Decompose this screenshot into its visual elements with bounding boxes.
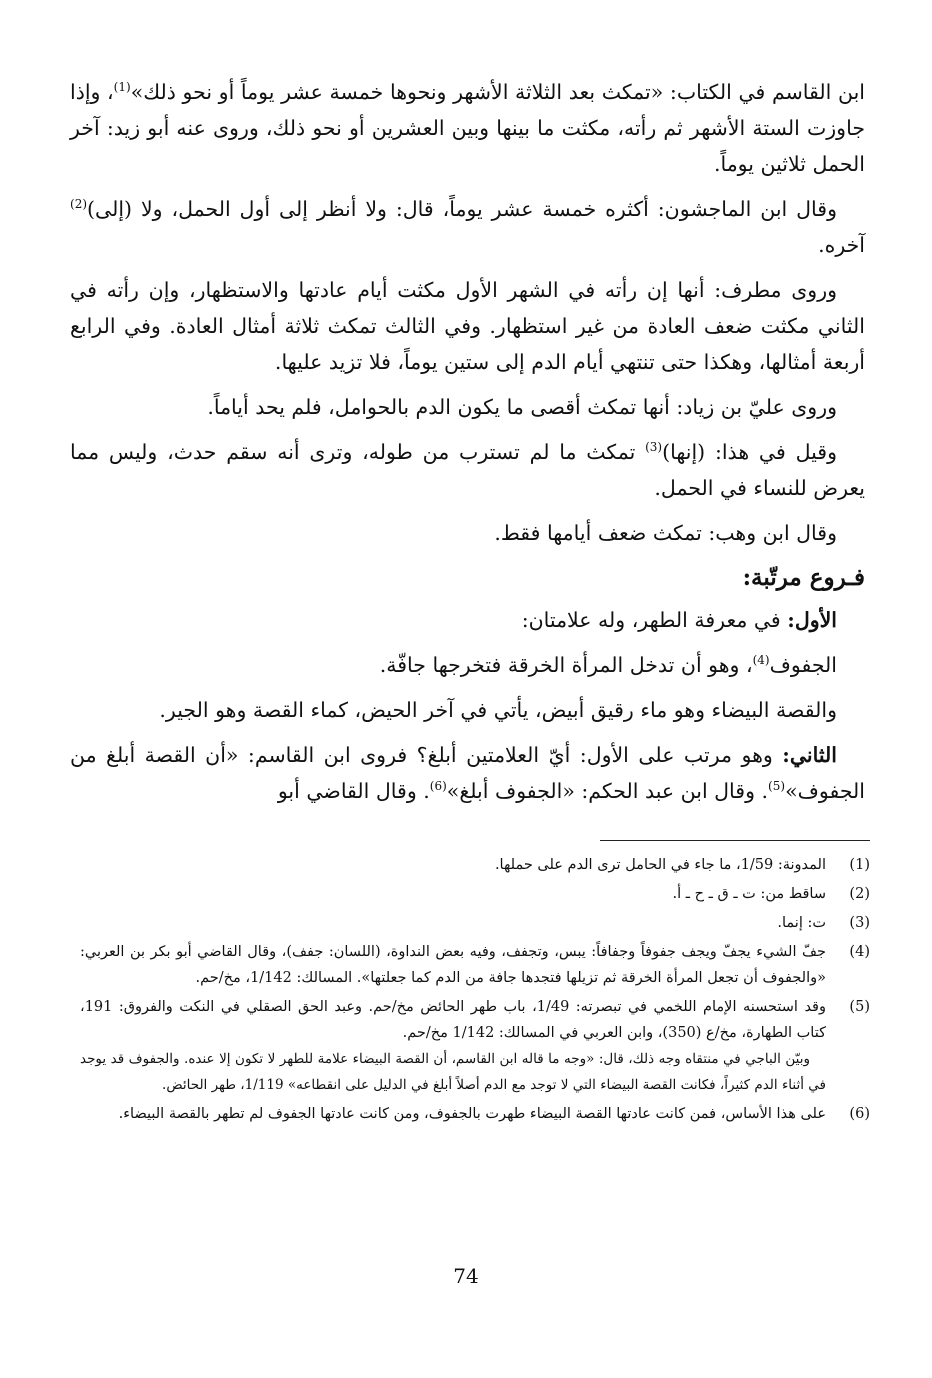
footnote-5-continuation: وبيّن الباجي في منتقاه وجه ذلك، قال: «وجه ما قاله ابن القاسم، أن القصة البيضاء علامة للطهر لا تكون إلا عنده. والجفوف قد يوجد في أثناء الدم كثيراً، فكانت القصة البيضاء التي لا توجد مع الدم أصلاً أبلغ في الدليل على انقطاعه» 1/119، طهر الحائض. [80,1051,826,1093]
footnote-ref-5[interactable]: (5) [768,779,786,794]
footnote-2: (2) ساقط من: ت ـ ق ـ ح ـ أ. [672,886,870,902]
paragraph-1: ابن القاسم في الكتاب: «تمكث بعد الثلاثة الأشهر ونحوها خمسة عشر يوماً أو نحو ذلك»$^{(1)}$، وإذا جاوزت الستة الأشهر ثم رأته، مكثت ما بينها وبين العشرين أو نحو ذلك، وروى عنه أبو زيد: آخر الحمل ثلاثين يوماً. [70,80,865,176]
paragraph-7: الأول: في معرفة الطهر، وله علامتان: [521,608,837,632]
section-heading: فـروع مرتّبة: [742,564,865,591]
footnotes [80,852,870,1130]
paragraph-9: والقصة البيضاء وهو ماء رقيق أبيض، يأتي في آخر الحيض، كماء القصة وهو الجير. [159,698,837,722]
paragraph-2: وقال ابن الماجشون: أكثره خمسة عشر يوماً، قال: ولا أنظر إلى أول الحمل، ولا (إلى)$^{(2)}$ آخره. [70,197,865,257]
footnote-ref-3[interactable]: (3) [645,440,663,455]
page-number: 74 [453,1264,479,1288]
footnote-ref-4[interactable]: (4) [752,653,770,668]
footnote-ref-2[interactable]: (2) [70,197,88,212]
footnote-ref-6[interactable]: (6) [429,779,447,794]
footnote-6: (6) على هذا الأساس، فمن كانت عادتها القصة البيضاء طهرت بالجفوف، ومن كانت عادتها الجفوف لم تطهر بالقصة البيضاء. [118,1106,870,1122]
paragraph-8: الجفوف$^{(4)}$، وهو أن تدخل المرأة الخرقة فتخرجها جافّة. [379,653,837,677]
footnote-4: (4) جفّ الشيء يجفّ ويجف جفوفاً وجفافاً: يبس، وتجفف، وفيه بعض النداوة، (اللسان: جفف)، وقال القاضي أبو بكر بن العربي: «والجفوف أن تجعل المرأة الخرقة ثم تزيلها فتجدها جافة من الدم كما جعلتها». المسالك: 1/142، مخ/حم. [80,944,870,986]
footnote-5: (5) وقد استحسنه الإمام اللخمي في تبصرته: 1/49، باب طهر الحائض مخ/حم. وعبد الحق الصقلي في النكت والفروق: 191، كتاب الطهارة، مخ/ع (350)، وابن العربي في المسالك: 1/142 مخ/حم. وبيّن الباجي في منتقاه وجه ذلك، قال: «وجه ما قاله ابن القاسم، أن القصة البيضاء علامة للطهر لا تكون إلا عنده. والجفوف قد يوجد في أثناء الدم كثيراً، فكانت القصة البيضاء التي لا توجد مع الدم أصلاً أبلغ في الدليل على انقطاعه» 1/119، طهر الحائض. [80,994,870,1098]
main-text [70,74,865,818]
footnote-ref-1[interactable]: (1) [113,80,131,95]
footnote-1: (1) المدونة: 1/59، ما جاء في الحامل ترى الدم على حملها. [494,857,870,873]
paragraph-10: الثاني: وهو مرتب على الأول: أيّ العلامتين أبلغ؟ فروى ابن القاسم: «أن القصة أبلغ من الجفوف»$^{(5)}$. وقال ابن عبد الحكم: «الجفوف أبلغ»$^{(6)}$. وقال القاضي أبو [70,743,865,803]
paragraph-5: وقيل في هذا: (إنها)$^{(3)}$ تمكث ما لم تسترب من طوله، وترى أنه سقم حدث، وليس مما يعرض للنساء في الحمل. [70,440,865,500]
footnote-divider [600,840,870,841]
paragraph-4: وروى عليّ بن زياد: أنها تمكث أقصى ما يكون الدم بالحوامل، فلم يحد أياماً. [207,395,837,419]
paragraph-6: وقال ابن وهب: تمكث ضعف أيامها فقط. [494,521,837,545]
footnote-3: (3) ت: إنما. [777,915,870,931]
paragraph-3: وروى مطرف: أنها إن رأته في الشهر الأول مكثت أيام عادتها والاستظهار، وإن رأته في الثاني مكثت ضعف العادة من غير استظهار. وفي الثالث تمكث ثلاثة أمثال العادة. وفي الرابع أربعة أمثالها، وهكذا حتى تنتهي أيام الدم إلى ستين يوماً، فلا تزيد عليها. [70,278,865,374]
